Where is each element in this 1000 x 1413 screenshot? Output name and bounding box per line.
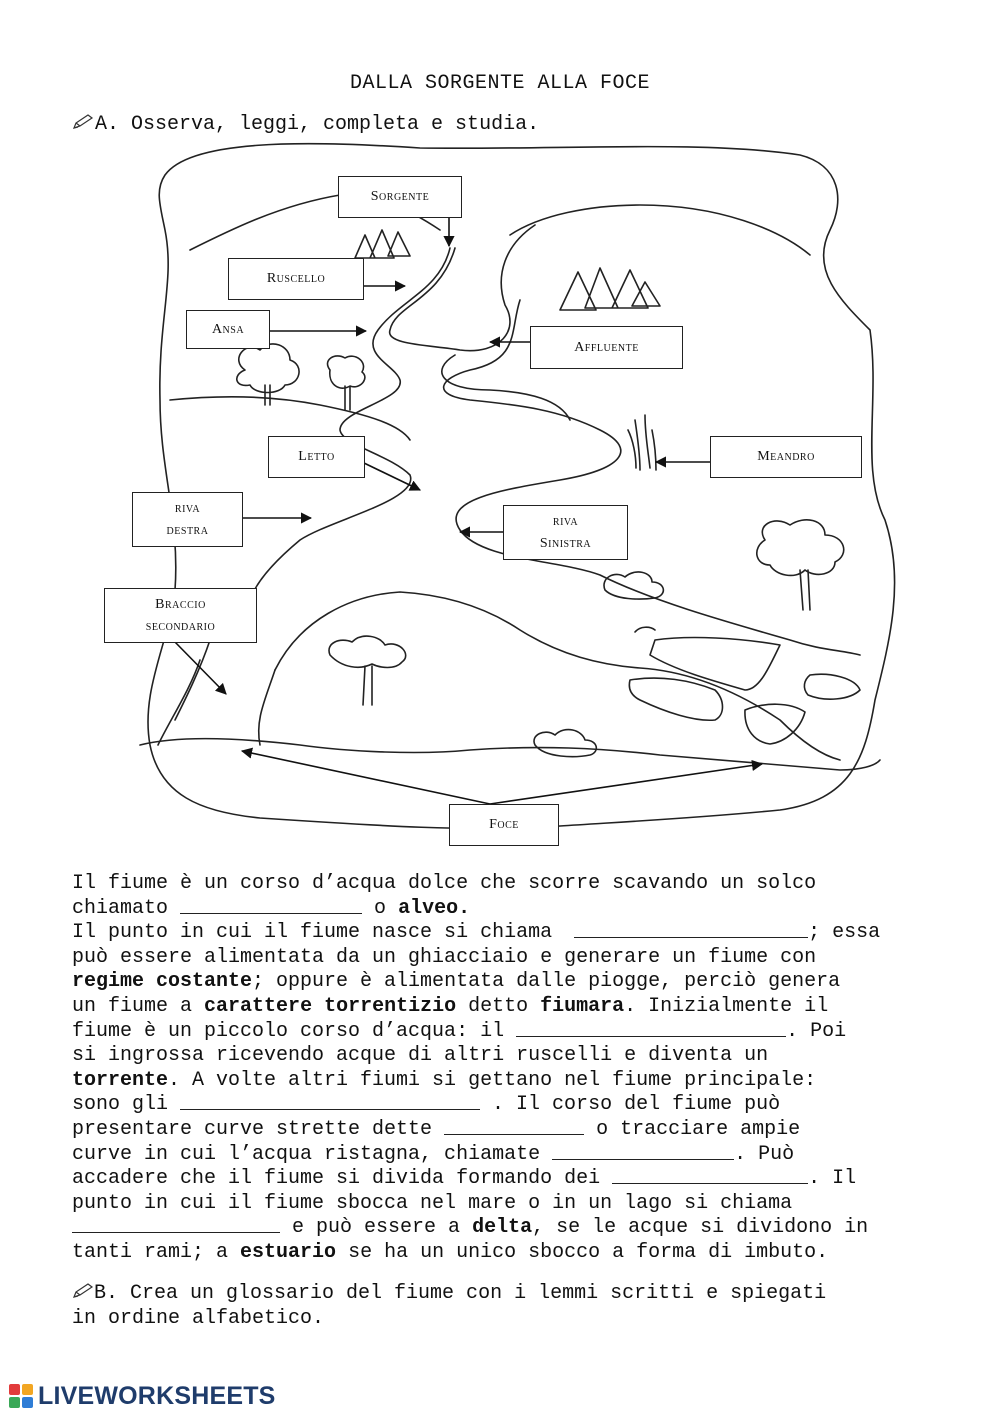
text-line — [72, 872, 932, 897]
text-l3b: ; essa — [808, 921, 881, 945]
label-letto — [268, 436, 365, 478]
text-l2b: o — [374, 896, 387, 920]
text-l15a: e può essere a — [292, 1216, 461, 1240]
blank-sorgente[interactable] — [574, 921, 808, 938]
river-left-bank — [250, 248, 450, 600]
text-l5b: ; oppure è alimentata dalle piogge, perciò genera — [252, 970, 841, 994]
term-fiumara: fiumara — [540, 994, 625, 1018]
rock-2 — [629, 678, 722, 720]
text-l10b: . Il corso del fiume può — [492, 1093, 781, 1117]
blank-ruscello[interactable] — [516, 1020, 786, 1037]
reeds — [628, 415, 656, 470]
label-riva-destra — [132, 492, 243, 547]
label-foce-text: Foce — [489, 817, 519, 833]
text-line — [72, 897, 932, 922]
blank-affluenti[interactable] — [180, 1093, 480, 1110]
term-carattere-torrentizio: carattere torrentizio — [204, 994, 457, 1018]
text-l15c: , se le acque si dividono in — [532, 1216, 869, 1240]
tree-left-small — [328, 356, 365, 410]
logo-text: LIVEWORKSHEETS — [38, 1381, 276, 1410]
text-line — [72, 1192, 932, 1217]
term-alveo: alveo. — [398, 896, 471, 920]
term-estuario: estuario — [240, 1240, 337, 1264]
main-paragraph — [72, 872, 932, 1266]
delta-left-channel — [259, 670, 275, 745]
label-riva-destra-text: riva destra — [166, 500, 209, 538]
text-line — [72, 995, 932, 1020]
label-affluente — [530, 326, 683, 369]
text-line — [72, 1216, 932, 1241]
text-line — [72, 1044, 932, 1069]
blank-anse[interactable] — [444, 1118, 584, 1135]
text-l16a: tanti rami; a — [72, 1240, 229, 1264]
text-line — [72, 1167, 932, 1192]
task-b-line1: B. Crea un glossario del fiume con i lemmi scritti e spiegati — [94, 1282, 827, 1305]
text-l12a: curve in cui l’acqua ristagna, chiamate — [72, 1142, 541, 1166]
arrow-foce-right — [490, 764, 762, 804]
tree-right — [757, 520, 844, 610]
bush-bottom — [534, 730, 596, 757]
text-line — [72, 1241, 932, 1266]
blank-letto[interactable] — [180, 897, 362, 914]
arrow-foce-left — [242, 751, 490, 804]
text-l7a: fiume è un piccolo corso d’acqua: il — [72, 1019, 505, 1043]
text-l6c: detto — [468, 994, 529, 1018]
text-l6e: . Inizialmente il — [624, 994, 829, 1018]
bush-right — [604, 572, 663, 599]
label-ansa — [186, 310, 270, 349]
text-l4: può essere alimentata da un ghiacciaio e generare un fiume con — [72, 945, 817, 969]
text-line — [72, 1020, 932, 1045]
label-braccio-secondario-text: Braccio secondario — [145, 596, 216, 634]
blank-foce[interactable] — [72, 1216, 280, 1233]
term-torrente: torrente — [72, 1068, 169, 1092]
arrow-letto — [364, 463, 420, 490]
text-line — [72, 1143, 932, 1168]
label-riva-sinistra-text: riva Sinistra — [539, 513, 592, 551]
text-l11b: o tracciare ampie — [596, 1117, 801, 1141]
label-meandro — [710, 436, 862, 478]
label-foce — [449, 804, 559, 846]
task-a-text: A. Osserva, leggi, completa e studia. — [95, 113, 540, 136]
pines-top-left — [355, 230, 410, 258]
label-sorgente — [338, 176, 462, 218]
text-line — [72, 1069, 932, 1094]
rock-4 — [745, 704, 805, 744]
text-l6a: un fiume a — [72, 994, 193, 1018]
label-braccio-secondario — [104, 588, 257, 643]
text-line — [72, 1093, 932, 1118]
text-l9b: . A volte altri fiumi si gettano nel fiume principale: — [168, 1068, 817, 1092]
page-title: DALLA SORGENTE ALLA FOCE — [349, 72, 651, 95]
text-l12b: . Può — [734, 1142, 795, 1166]
rock-1 — [650, 638, 780, 690]
tree-island — [329, 636, 406, 705]
label-meandro-text: Meandro — [757, 449, 815, 465]
label-ruscello — [228, 258, 364, 300]
delta-island — [275, 592, 840, 760]
arrow-braccio — [174, 641, 226, 694]
pencil-icon — [72, 1283, 94, 1299]
pines-top-right — [560, 268, 660, 310]
task-b-line2: in ordine alfabetico. — [72, 1306, 325, 1330]
text-line — [72, 970, 932, 995]
label-ruscello-text: Ruscello — [266, 271, 326, 287]
blank-bracci[interactable] — [612, 1167, 808, 1184]
text-l14: punto in cui il fiume sbocca nel mare o in un lago si chiama — [72, 1191, 793, 1215]
blank-meandri[interactable] — [552, 1143, 734, 1160]
rock-3 — [804, 674, 860, 699]
text-l3a: Il punto in cui il fiume nasce si chiama — [72, 921, 553, 945]
text-l2a: chiamato — [72, 896, 169, 920]
label-riva-sinistra — [503, 505, 628, 560]
text-l11a: presentare curve strette dette — [72, 1117, 433, 1141]
text-l8: si ingrossa ricevendo acque di altri ruscelli e diventa un — [72, 1044, 769, 1068]
term-regime-costante: regime costante — [72, 970, 253, 994]
text-l7b: . Poi — [786, 1019, 847, 1043]
text-line — [72, 1118, 932, 1143]
text-l13b: . Il — [808, 1167, 857, 1191]
trees-left — [237, 344, 299, 405]
branch-lines — [158, 640, 210, 745]
mountain-right — [510, 205, 810, 255]
text-line — [72, 921, 932, 946]
label-affluente-text: Affluente — [574, 339, 639, 355]
logo-tiles-icon — [8, 1383, 34, 1409]
text-l16c: se ha un unico sbocco a forma di imbuto. — [348, 1240, 829, 1264]
label-ansa-text: Ansa — [211, 321, 245, 337]
task-b — [72, 1282, 932, 1331]
label-sorgente-text: Sorgente — [370, 189, 430, 205]
label-letto-text: Letto — [298, 449, 335, 465]
liveworksheets-logo[interactable] — [8, 1383, 276, 1409]
text-l1: Il fiume è un corso d’acqua dolce che scorre scavando un solco — [72, 872, 817, 895]
term-delta: delta — [472, 1216, 533, 1240]
text-l10a: sono gli — [72, 1093, 169, 1117]
text-line — [72, 946, 932, 971]
text-l13a: accadere che il fiume si divida formando dei — [72, 1167, 601, 1191]
